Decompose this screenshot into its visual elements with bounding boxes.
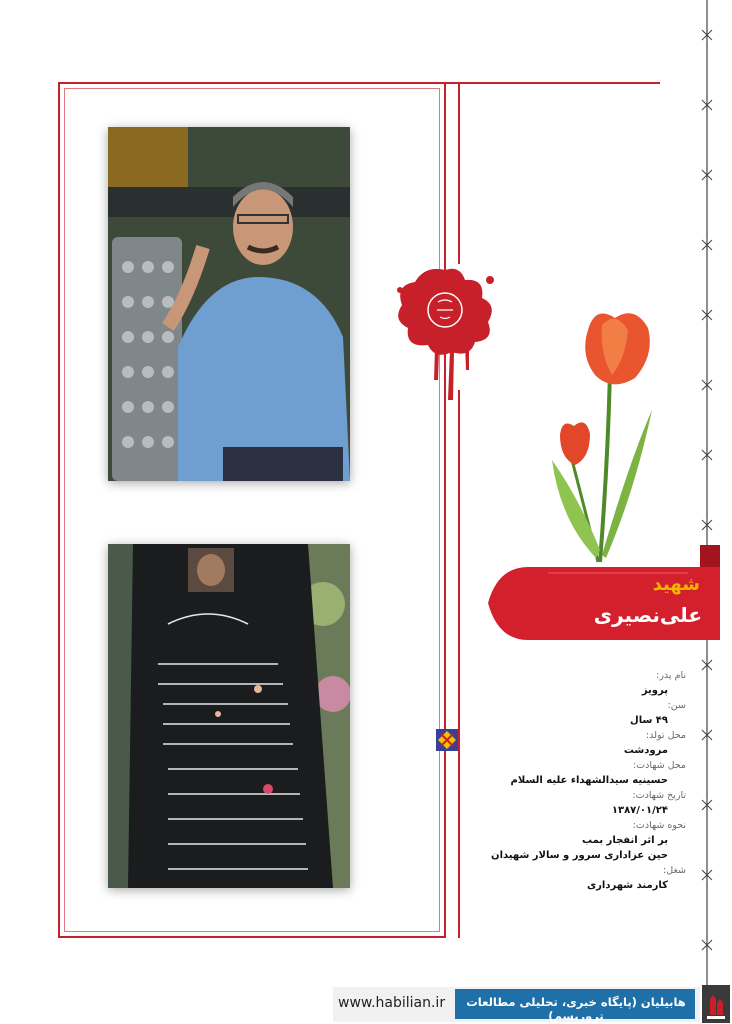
detail-label: محل تولد: <box>645 730 686 741</box>
detail-value: بر اثر انفجار بمب حین عزاداری سرور و سالار شهیدان <box>491 835 668 861</box>
detail-label: سن: <box>667 700 686 711</box>
detail-value: پرویز <box>641 685 668 696</box>
blood-splash-icon <box>390 260 500 410</box>
detail-label: نام پدر: <box>656 670 686 681</box>
martyr-prefix: شهید <box>652 574 700 595</box>
martyr-portrait-photo <box>108 127 350 481</box>
detail-label: محل شهادت: <box>632 760 686 771</box>
detail-value: مرودشت <box>623 745 668 756</box>
detail-value: حسینیه سیدالشهداء علیه السلام <box>510 775 668 786</box>
martyr-details <box>446 668 686 893</box>
detail-label: تاریخ شهادت: <box>632 790 686 801</box>
title-banner <box>488 545 720 647</box>
habilian-logo-icon <box>702 985 730 1023</box>
frame-line <box>446 82 660 84</box>
detail-value: ۴۹ سال <box>630 715 668 726</box>
detail-value: کارمند شهرداری <box>587 880 668 891</box>
diamond-badge-icon <box>435 728 459 752</box>
tulip-illustration-icon <box>540 300 680 570</box>
footer-url-link[interactable]: www.habilian.ir <box>338 995 446 1011</box>
gravestone-photo <box>108 544 350 888</box>
martyr-name: علی‌نصیری <box>593 603 702 627</box>
frame-line <box>458 84 460 264</box>
detail-label: نحوه شهادت: <box>632 820 686 831</box>
barbed-wire-icon <box>700 0 714 1000</box>
detail-value: ۱۳۸۷/۰۱/۲۴ <box>611 805 668 816</box>
detail-label: شغل: <box>663 865 686 876</box>
footer-site-name: هابیلیان (پایگاه خبری، تحلیلی مطالعات تروریسم) <box>466 995 686 1023</box>
